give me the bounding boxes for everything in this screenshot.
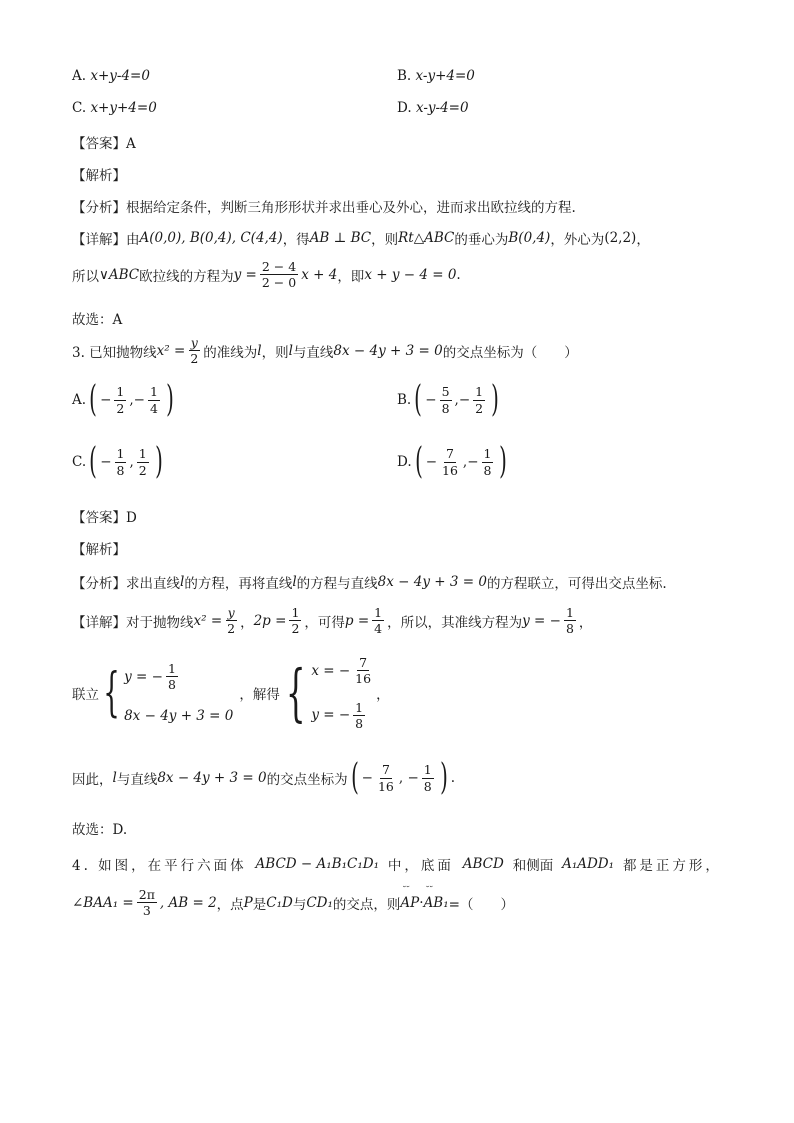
q3-option-a: A. ( − $\frac{1}{2}$ , − $\frac{1}{4}$ )	[72, 379, 174, 420]
q3-option-c: C. ( − $\frac{1}{8}$ , $\frac{1}{2}$ )	[72, 441, 163, 482]
q3-option-d: D. ( − $\frac{7}{16}$ , − $\frac{1}{8}$ )	[397, 441, 508, 482]
q2-option-c: C. x+y+4=0	[72, 100, 157, 116]
q2-option-d: D. x-y-4=0	[397, 100, 469, 116]
q3-analysis-tag: 【解析】	[72, 542, 126, 558]
q4-stem-line1: 4. 如图，在平行六面体 ABCD − A₁B₁C₁D₁ 中，底面 ABCD 和侧面 A₁ADD₁ 都是正方形，	[72, 856, 722, 874]
q3-xiangjie: 【详解】 对于抛物线 x² = $\frac{y}{2}$ ， 2p = $\frac{1}{2}$ ，可得 p = $\frac{1}{4}$ ，所以，其准线方程为 y = − $\frac{1}{8}$ ，	[72, 605, 593, 637]
fraction: $\frac{y}{2}$	[190, 335, 199, 367]
q3-choice: 故选：D.	[72, 822, 128, 838]
q2-option-a: A. x+y-4=0	[72, 68, 150, 84]
q3-conclusion: 因此， l 与直线 8x − 4y + 3 = 0 的交点坐标为 ( − $\frac{7}{16}$ , − $\frac{1}{8}$ ) .	[72, 757, 456, 798]
q2-answer: 【答案】A	[72, 136, 136, 152]
fraction: $\frac{2 - 4}{2 - 0}$	[261, 259, 297, 291]
q3-system: 联立 { y = − $\frac{1}{8}$ 8x − 4y + 3 = 0 ，解得 { x = − $\frac{7}{16}$ y = − $\frac{1}{8}$ ，	[72, 655, 390, 731]
q3-stem: 3. 已知抛物线 x² = $\frac{y}{2}$ 的准线为 l ，则 l 与直线 8x − 4y + 3 = 0 的交点坐标为（ ）	[72, 335, 578, 367]
q2-euler-line: 所以 ∨ABC 欧拉线的方程为 y = $\frac{2 - 4}{2 - 0}$ x + 4 ，即 x + y − 4 = 0 .	[72, 259, 461, 291]
vector-ap: ˘˘ AP	[400, 895, 419, 911]
q3-answer: 【答案】D	[72, 510, 137, 526]
q2-choice: 故选：A	[72, 312, 123, 328]
q3-fenxi: 【分析】 求出直线 l 的方程，再将直线 l 的方程与直线 8x − 4y + 3 = 0 的方程联立，可得出交点坐标.	[72, 574, 667, 592]
q2-xiangjie: 【详解】 由 A(0,0), B(0,4), C(4,4) ，得 AB ⊥ BC ，则 Rt△ABC 的垂心为 B(0,4) ，外心为 (2,2) ，	[72, 230, 650, 248]
q2-option-b: B. x-y+4=0	[397, 68, 475, 84]
q2-fenxi: 【分析】根据给定条件，判断三角形形状并求出垂心及外心，进而求出欧拉线的方程.	[72, 200, 576, 216]
q3-option-b: B. ( − $\frac{5}{8}$ , − $\frac{1}{2}$ )	[397, 379, 499, 420]
vector-ab1: ˘˘ AB₁	[424, 895, 449, 911]
q4-stem-line2: ∠BAA₁ = $\frac{2\pi}{3}$ , AB = 2 ，点 P 是 C₁D 与 CD₁ 的交点，则 ˘˘ AP · ˘˘ AB₁ =（ ）	[72, 888, 514, 917]
q2-analysis-tag: 【解析】	[72, 168, 126, 184]
